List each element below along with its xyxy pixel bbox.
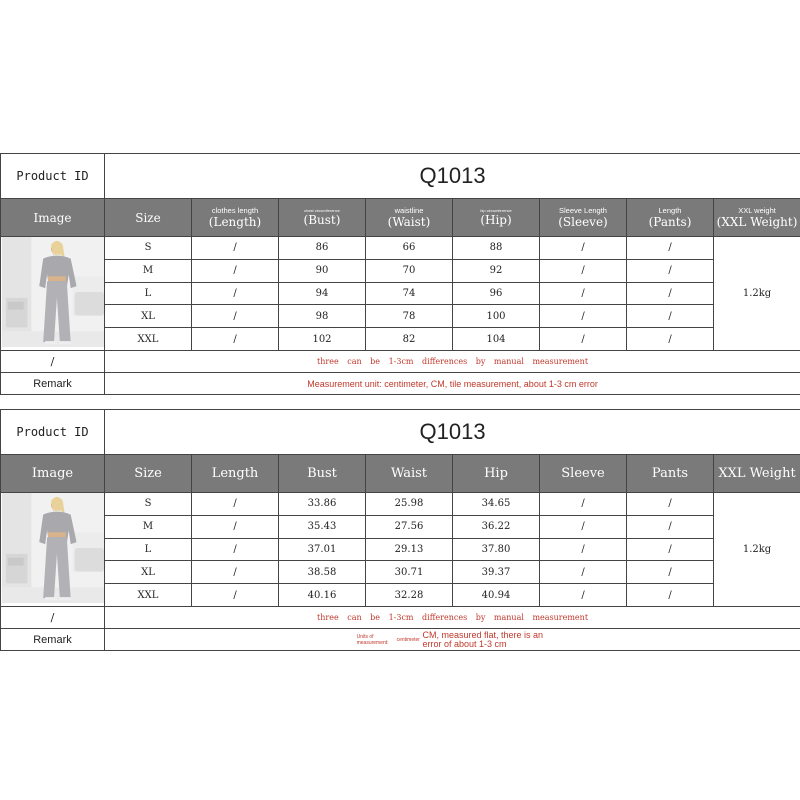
size-chart-inch xyxy=(0,409,800,651)
hip-cell: 104 xyxy=(453,328,540,351)
header-size: Size xyxy=(105,199,192,237)
length-cell: / xyxy=(192,493,279,516)
table-row xyxy=(1,328,800,351)
table-row xyxy=(1,237,800,260)
note-label: / xyxy=(1,607,105,629)
pants-cell: / xyxy=(627,493,714,516)
size-cell: S xyxy=(105,237,192,260)
size-chart-cm xyxy=(0,153,800,395)
sleeve-cell: / xyxy=(540,328,627,351)
size-cell: M xyxy=(105,515,192,538)
product-id: Q1013 xyxy=(105,410,800,455)
waist-cell: 30.71 xyxy=(366,561,453,584)
length-cell: / xyxy=(192,538,279,561)
length-cell: / xyxy=(192,561,279,584)
hip-cell: 36.22 xyxy=(453,515,540,538)
header-sleeve: Sleeve Length (Sleeve) xyxy=(540,199,627,237)
pants-cell: / xyxy=(627,328,714,351)
product-id-label: Product ID xyxy=(1,154,105,199)
header-length: Length xyxy=(192,455,279,493)
header-hip: hip circumference (Hip) xyxy=(453,199,540,237)
sleeve-cell: / xyxy=(540,305,627,328)
hip-cell: 34.65 xyxy=(453,493,540,516)
measurement-note: three can be 1-3cm differences by manual measurement xyxy=(105,607,800,629)
remark-text xyxy=(105,629,800,651)
waist-cell: 74 xyxy=(366,282,453,305)
pants-cell: / xyxy=(627,282,714,305)
length-cell: / xyxy=(192,584,279,607)
remark-cm: centimeter xyxy=(396,636,420,643)
pants-cell: / xyxy=(627,305,714,328)
sleeve-cell: / xyxy=(540,561,627,584)
pants-cell: / xyxy=(627,584,714,607)
header-waist: waistline (Waist) xyxy=(366,199,453,237)
hip-cell: 88 xyxy=(453,237,540,260)
size-cell: S xyxy=(105,493,192,516)
table-row xyxy=(1,561,800,584)
sleeve-cell: / xyxy=(540,259,627,282)
length-cell: / xyxy=(192,515,279,538)
remark-label: Remark xyxy=(1,629,105,651)
waist-cell: 66 xyxy=(366,237,453,260)
length-cell: / xyxy=(192,237,279,260)
bust-cell: 37.01 xyxy=(279,538,366,561)
pants-cell: / xyxy=(627,237,714,260)
hip-cell: 92 xyxy=(453,259,540,282)
product-image xyxy=(1,493,105,607)
product-id: Q1013 xyxy=(105,154,800,199)
header-pants: Length (Pants) xyxy=(627,199,714,237)
header-sleeve: Sleeve xyxy=(540,455,627,493)
waist-cell: 25.98 xyxy=(366,493,453,516)
bust-cell: 90 xyxy=(279,259,366,282)
header-pants: Pants xyxy=(627,455,714,493)
size-cell: XXL xyxy=(105,328,192,351)
remark-main: CM, measured flat, there is an error of about 1-3 cm xyxy=(422,629,544,649)
hip-cell: 40.94 xyxy=(453,584,540,607)
bust-cell: 86 xyxy=(279,237,366,260)
header-bust: chest circumference (Bust) xyxy=(279,199,366,237)
header-length: clothes length (Length) xyxy=(192,199,279,237)
table-row xyxy=(1,493,800,516)
size-cell: L xyxy=(105,282,192,305)
header-image: Image xyxy=(1,455,105,493)
sleeve-cell: / xyxy=(540,237,627,260)
size-cell: M xyxy=(105,259,192,282)
header-weight: XXL weight (XXL Weight) xyxy=(714,199,800,237)
bust-cell: 33.86 xyxy=(279,493,366,516)
sleeve-cell: / xyxy=(540,538,627,561)
remark-units: Units of measurement: xyxy=(356,633,389,646)
sleeve-cell: / xyxy=(540,515,627,538)
header-size: Size xyxy=(105,455,192,493)
waist-cell: 82 xyxy=(366,328,453,351)
bust-cell: 35.43 xyxy=(279,515,366,538)
hip-cell: 39.37 xyxy=(453,561,540,584)
table-row xyxy=(1,538,800,561)
remark-label: Remark xyxy=(1,373,105,395)
bust-cell: 40.16 xyxy=(279,584,366,607)
bust-cell: 98 xyxy=(279,305,366,328)
pants-cell: / xyxy=(627,515,714,538)
waist-cell: 70 xyxy=(366,259,453,282)
table-row xyxy=(1,515,800,538)
waist-cell: 78 xyxy=(366,305,453,328)
hip-cell: 37.80 xyxy=(453,538,540,561)
waist-cell: 27.56 xyxy=(366,515,453,538)
hip-cell: 100 xyxy=(453,305,540,328)
waist-cell: 32.28 xyxy=(366,584,453,607)
weight-cell: 1.2kg xyxy=(714,237,800,351)
header-hip: Hip xyxy=(453,455,540,493)
pants-cell: / xyxy=(627,259,714,282)
length-cell: / xyxy=(192,305,279,328)
weight-cell: 1.2kg xyxy=(714,493,800,607)
table-row xyxy=(1,584,800,607)
length-cell: / xyxy=(192,328,279,351)
header-waist: Waist xyxy=(366,455,453,493)
bust-cell: 38.58 xyxy=(279,561,366,584)
sleeve-cell: / xyxy=(540,282,627,305)
length-cell: / xyxy=(192,259,279,282)
table-row xyxy=(1,282,800,305)
model-photo-icon xyxy=(1,493,105,603)
header-weight: XXL Weight xyxy=(714,455,800,493)
remark-text: Measurement unit: centimeter, CM, tile measurement, about 1-3 cm error xyxy=(105,373,800,395)
header-image: Image xyxy=(1,199,105,237)
measurement-note: three can be 1-3cm differences by manual measurement xyxy=(105,351,800,373)
model-photo-icon xyxy=(1,237,105,347)
sleeve-cell: / xyxy=(540,493,627,516)
size-cell: XL xyxy=(105,305,192,328)
header-bust: Bust xyxy=(279,455,366,493)
length-cell: / xyxy=(192,282,279,305)
table-row xyxy=(1,259,800,282)
pants-cell: / xyxy=(627,561,714,584)
waist-cell: 29.13 xyxy=(366,538,453,561)
sleeve-cell: / xyxy=(540,584,627,607)
product-image xyxy=(1,237,105,351)
bust-cell: 102 xyxy=(279,328,366,351)
size-cell: L xyxy=(105,538,192,561)
pants-cell: / xyxy=(627,538,714,561)
bust-cell: 94 xyxy=(279,282,366,305)
size-cell: XXL xyxy=(105,584,192,607)
note-label: / xyxy=(1,351,105,373)
table-row xyxy=(1,305,800,328)
hip-cell: 96 xyxy=(453,282,540,305)
product-id-label: Product ID xyxy=(1,410,105,455)
size-cell: XL xyxy=(105,561,192,584)
